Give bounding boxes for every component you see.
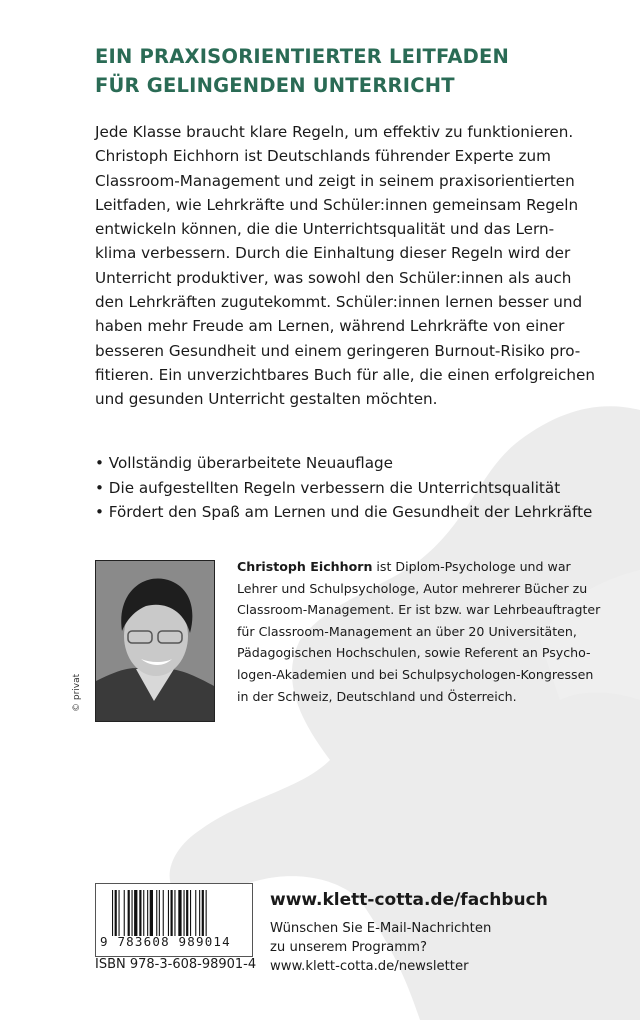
barcode-bar — [202, 890, 204, 936]
bio-line: Pädagogischen Hochschulen, sowie Referent an Psycho- — [237, 645, 591, 661]
barcode-bar — [112, 890, 113, 936]
barcode-bars — [112, 890, 240, 936]
barcode-bar — [119, 890, 120, 936]
barcode-bar — [128, 890, 130, 936]
headline-line: FÜR GELINGENDEN UNTERRICHT — [95, 74, 455, 97]
feature-item: • Vollständig überarbeitete Neuauflage — [95, 454, 394, 472]
barcode-bar — [168, 890, 169, 936]
photo-credit: © privat — [72, 673, 82, 712]
newsletter-info — [270, 919, 491, 976]
barcode-bar — [115, 890, 117, 936]
description-line: und gesunden Unterricht gestalten möchten. — [95, 390, 438, 409]
description-line: den Lehrkräften zugutekommt. Schüler:innen lernen besser und — [95, 293, 583, 312]
feature-item: • Die aufgestellten Regeln verbessern die Unterrichtsqualität — [95, 478, 561, 497]
barcode-bar — [124, 890, 125, 936]
author-bio — [237, 556, 600, 707]
newsletter-url: www.klett-cotta.de/newsletter — [270, 959, 469, 974]
barcode-bar — [150, 890, 153, 936]
description-line: entwickeln können, die die Unterrichtsqualität und das Lern- — [95, 220, 555, 239]
barcode-bar — [132, 890, 133, 936]
barcode-bar — [184, 890, 185, 936]
barcode-bar — [134, 890, 137, 936]
bio-line: für Classroom-Management an über 20 Universitäten, — [237, 623, 577, 639]
barcode-bar — [163, 890, 164, 936]
barcode-bar — [139, 890, 141, 936]
description-line: fitieren. Ein unverzichtbares Buch für alle, die einen erfolgreichen — [95, 365, 595, 384]
barcode-bar — [147, 890, 148, 936]
barcode-bar — [186, 890, 188, 936]
barcode-bar — [159, 890, 160, 936]
description-line: Unterricht produktiver, was sowohl den Schüler:innen als auch — [95, 268, 572, 287]
description — [95, 120, 595, 412]
barcode — [95, 883, 253, 957]
author-name: Christoph Eichhorn — [237, 559, 373, 574]
bio-line: ist Diplom-Psychologe und war — [372, 559, 571, 574]
barcode-bar — [178, 890, 181, 936]
headline — [95, 42, 509, 100]
bio-line: Classroom-Management. Er ist bzw. war Lehrbeauftragter — [237, 602, 601, 618]
barcode-bar — [174, 890, 175, 936]
headline-line: EIN PRAXISORIENTIERTER LEITFADEN — [95, 45, 510, 68]
description-line: haben mehr Freude am Lernen, während Lehrkräfte von einer — [95, 317, 565, 336]
barcode-bar — [156, 890, 157, 936]
barcode-bar — [190, 890, 191, 936]
barcode-bar — [195, 890, 196, 936]
description-line: Leitfaden, wie Lehrkräfte und Schüler:innen gemeinsam Regeln — [95, 195, 579, 214]
barcode-bar — [199, 890, 200, 936]
barcode-bar — [206, 890, 207, 936]
feature-list — [95, 451, 592, 525]
publisher-url: www.klett-cotta.de/fachbuch — [270, 890, 548, 910]
description-line: Classroom-Management und zeigt in seinem praxisorientierten — [95, 171, 575, 190]
description-line: klima verbessern. Durch die Einhaltung dieser Regeln wird der — [95, 244, 571, 263]
barcode-bar — [143, 890, 144, 936]
feature-item: • Fördert den Spaß am Lernen und die Gesundheit der Lehrkräfte — [95, 503, 593, 521]
newsletter-line: zu unserem Programm? — [270, 940, 427, 955]
description-line: Christoph Eichhorn ist Deutschlands führender Experte zum — [95, 147, 551, 166]
barcode-bar — [171, 890, 173, 936]
description-line: besseren Gesundheit und einem geringeren Burnout-Risiko pro- — [95, 341, 581, 360]
barcode-digits: 9 783608 989014 — [100, 934, 231, 949]
isbn: ISBN 978-3-608-98901-4 — [95, 957, 257, 972]
bio-line: logen-Akademien und bei Schulpsychologen-Kongressen — [237, 666, 594, 682]
bio-line: in der Schweiz, Deutschland und Österreich. — [237, 688, 517, 704]
description-line: Jede Klasse braucht klare Regeln, um effektiv zu funktionieren. — [95, 123, 574, 141]
newsletter-line: Wünschen Sie E-Mail-Nachrichten — [270, 921, 492, 936]
bio-line: Lehrer und Schulpsychologe, Autor mehrerer Bücher zu — [237, 580, 588, 596]
author-photo — [95, 560, 215, 722]
